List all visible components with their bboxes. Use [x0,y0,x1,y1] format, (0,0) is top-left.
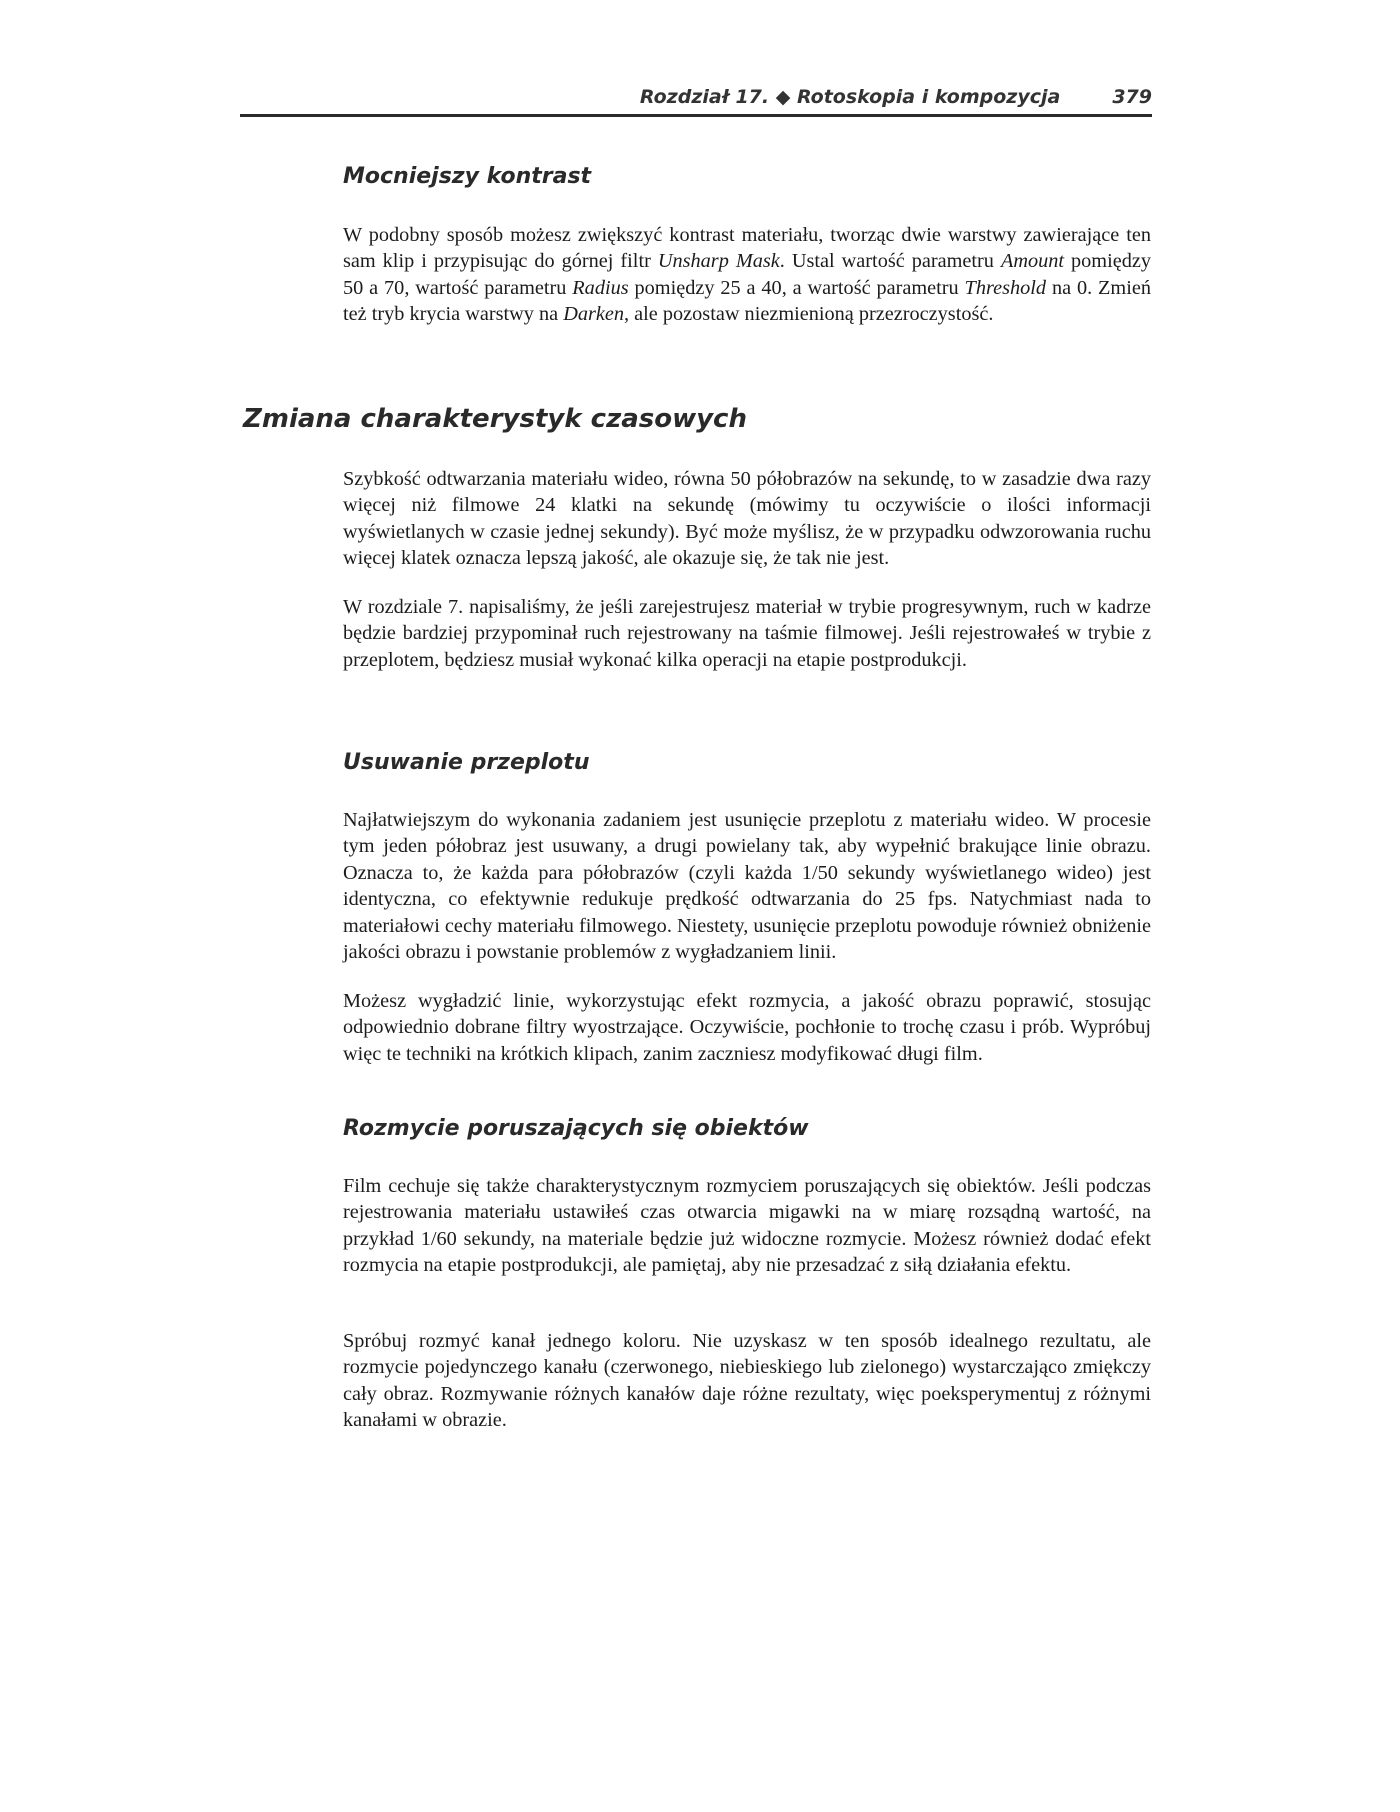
heading-usuwanie-przeplotu: Usuwanie przeplotu [343,750,590,775]
header-rule [240,114,1152,117]
paragraph-timing-1: Szybkość odtwarzania materiału wideo, równa 50 półobrazów na sekundę, to w zasadzie dwa razy więcej niż filmowe 24 klatki na sekundę (mówimy tu oczywiście o ilości informacji wyświetlanych w czasie jednej sekundy). Być może myślisz, że w przypadku odwzorowania ruchu więcej klatek oznacza lepszą jakość, ale okazuje się, że tak nie jest. [343,468,1151,570]
term-amount: Amount [1000,250,1065,273]
paragraph-deinterlace-2: Możesz wygładzić linie, wykorzystując efekt rozmycia, a jakość obrazu poprawić, stosując odpowiednio dobrane filtry wyostrzające. Oczywiście, pochłonie to trochę czasu i prób. Wypróbuj więc te techniki na krótkich klipach, zanim zaczniesz modyfikować długi film. [343,990,1151,1065]
paragraph-motion-blur-2: Spróbuj rozmyć kanał jednego koloru. Nie uzyskasz w ten sposób idealnego rezultatu, ale rozmycie pojedynczego kanału (czerwonego, niebieskiego lub zielonego) wystarczająco zmiękczy cały obraz. Rozmywanie różnych kanałów daje różne rezultaty, więc poeksperymentuj z różnymi kanałami w obrazie. [343,1330,1151,1432]
paragraph-timing-2: W rozdziale 7. napisaliśmy, że jeśli zarejestrujesz materiał w trybie progresywnym, ruch w kadrze będzie bardziej przypominał ruch rejestrowany na taśmie filmowej. Jeśli rejestrowałeś w trybie z przeplotem, będziesz musiał wykonać kilka operacji na etapie postprodukcji. [343,596,1151,671]
paragraph-motion-blur-1: Film cechuje się także charakterystycznym rozmyciem poruszających się obiektów. Jeśli podczas rejestrowania materiału ustawiłeś czas otwarcia migawki na w miarę rozsądną wartość, na przykład 1/60 sekundy, na materiale będzie już widoczne rozmycie. Możesz również dodać efekt rozmycia na etapie postprodukcji, ale pamiętaj, aby nie przesadzać z siłą działania efektu. [343,1175,1151,1277]
text-run: , ale pozostaw niezmienioną przezroczystość. [624,303,994,326]
paragraph-contrast [343,222,1151,328]
text-run: W podobny sposób możesz zwiększyć kontrast materiału, tworząc dwie warstwy zawierające ten sam klip i przypisując do górnej filtr [343,224,1151,273]
heading-rozmycie: Rozmycie poruszających się obiektów [343,1116,809,1141]
running-header [240,86,1152,116]
term-threshold: Threshold [964,276,1047,299]
paragraph-deinterlace-1: Najłatwiejszym do wykonania zadaniem jest usunięcie przeplotu z materiału wideo. W procesie tym jeden półobraz jest usuwany, a drugi powielany tak, aby wypełnić brakujące linie obrazu. Oznacza to, że każda para półobrazów (czyli każda 1/50 sekundy wyświetlanego wideo) jest identyczna, co efektywnie redukuje prędkość odtwarzania do 25 fps. Natychmiast nada to materiałowi cechy materiału filmowego. Niestety, usunięcie przeplotu powoduje również obniżenie jakości obrazu i powstanie problemów z wygładzaniem linii. [343,809,1151,964]
term-unsharp-mask: Unsharp Mask [657,250,780,273]
page-number: 379 [1112,86,1152,108]
text-run: na 0. Zmień też tryb krycia warstwy na [343,276,1151,326]
text-run: . Ustal wartość parametru [779,250,1001,273]
term-radius: Radius [572,276,629,299]
term-darken: Darken [563,303,625,326]
text-run: pomiędzy 25 a 40, a wartość parametru [628,276,965,299]
heading-zmiana-charakterystyk: Zmiana charakterystyk czasowych [243,404,747,434]
heading-mocniejszy-kontrast: Mocniejszy kontrast [343,164,592,189]
chapter-title: Rozdział 17. ◆ Rotoskopia i kompozycja [639,86,1061,108]
text-run: pomiędzy 50 a 70, wartość parametru [343,250,1152,299]
